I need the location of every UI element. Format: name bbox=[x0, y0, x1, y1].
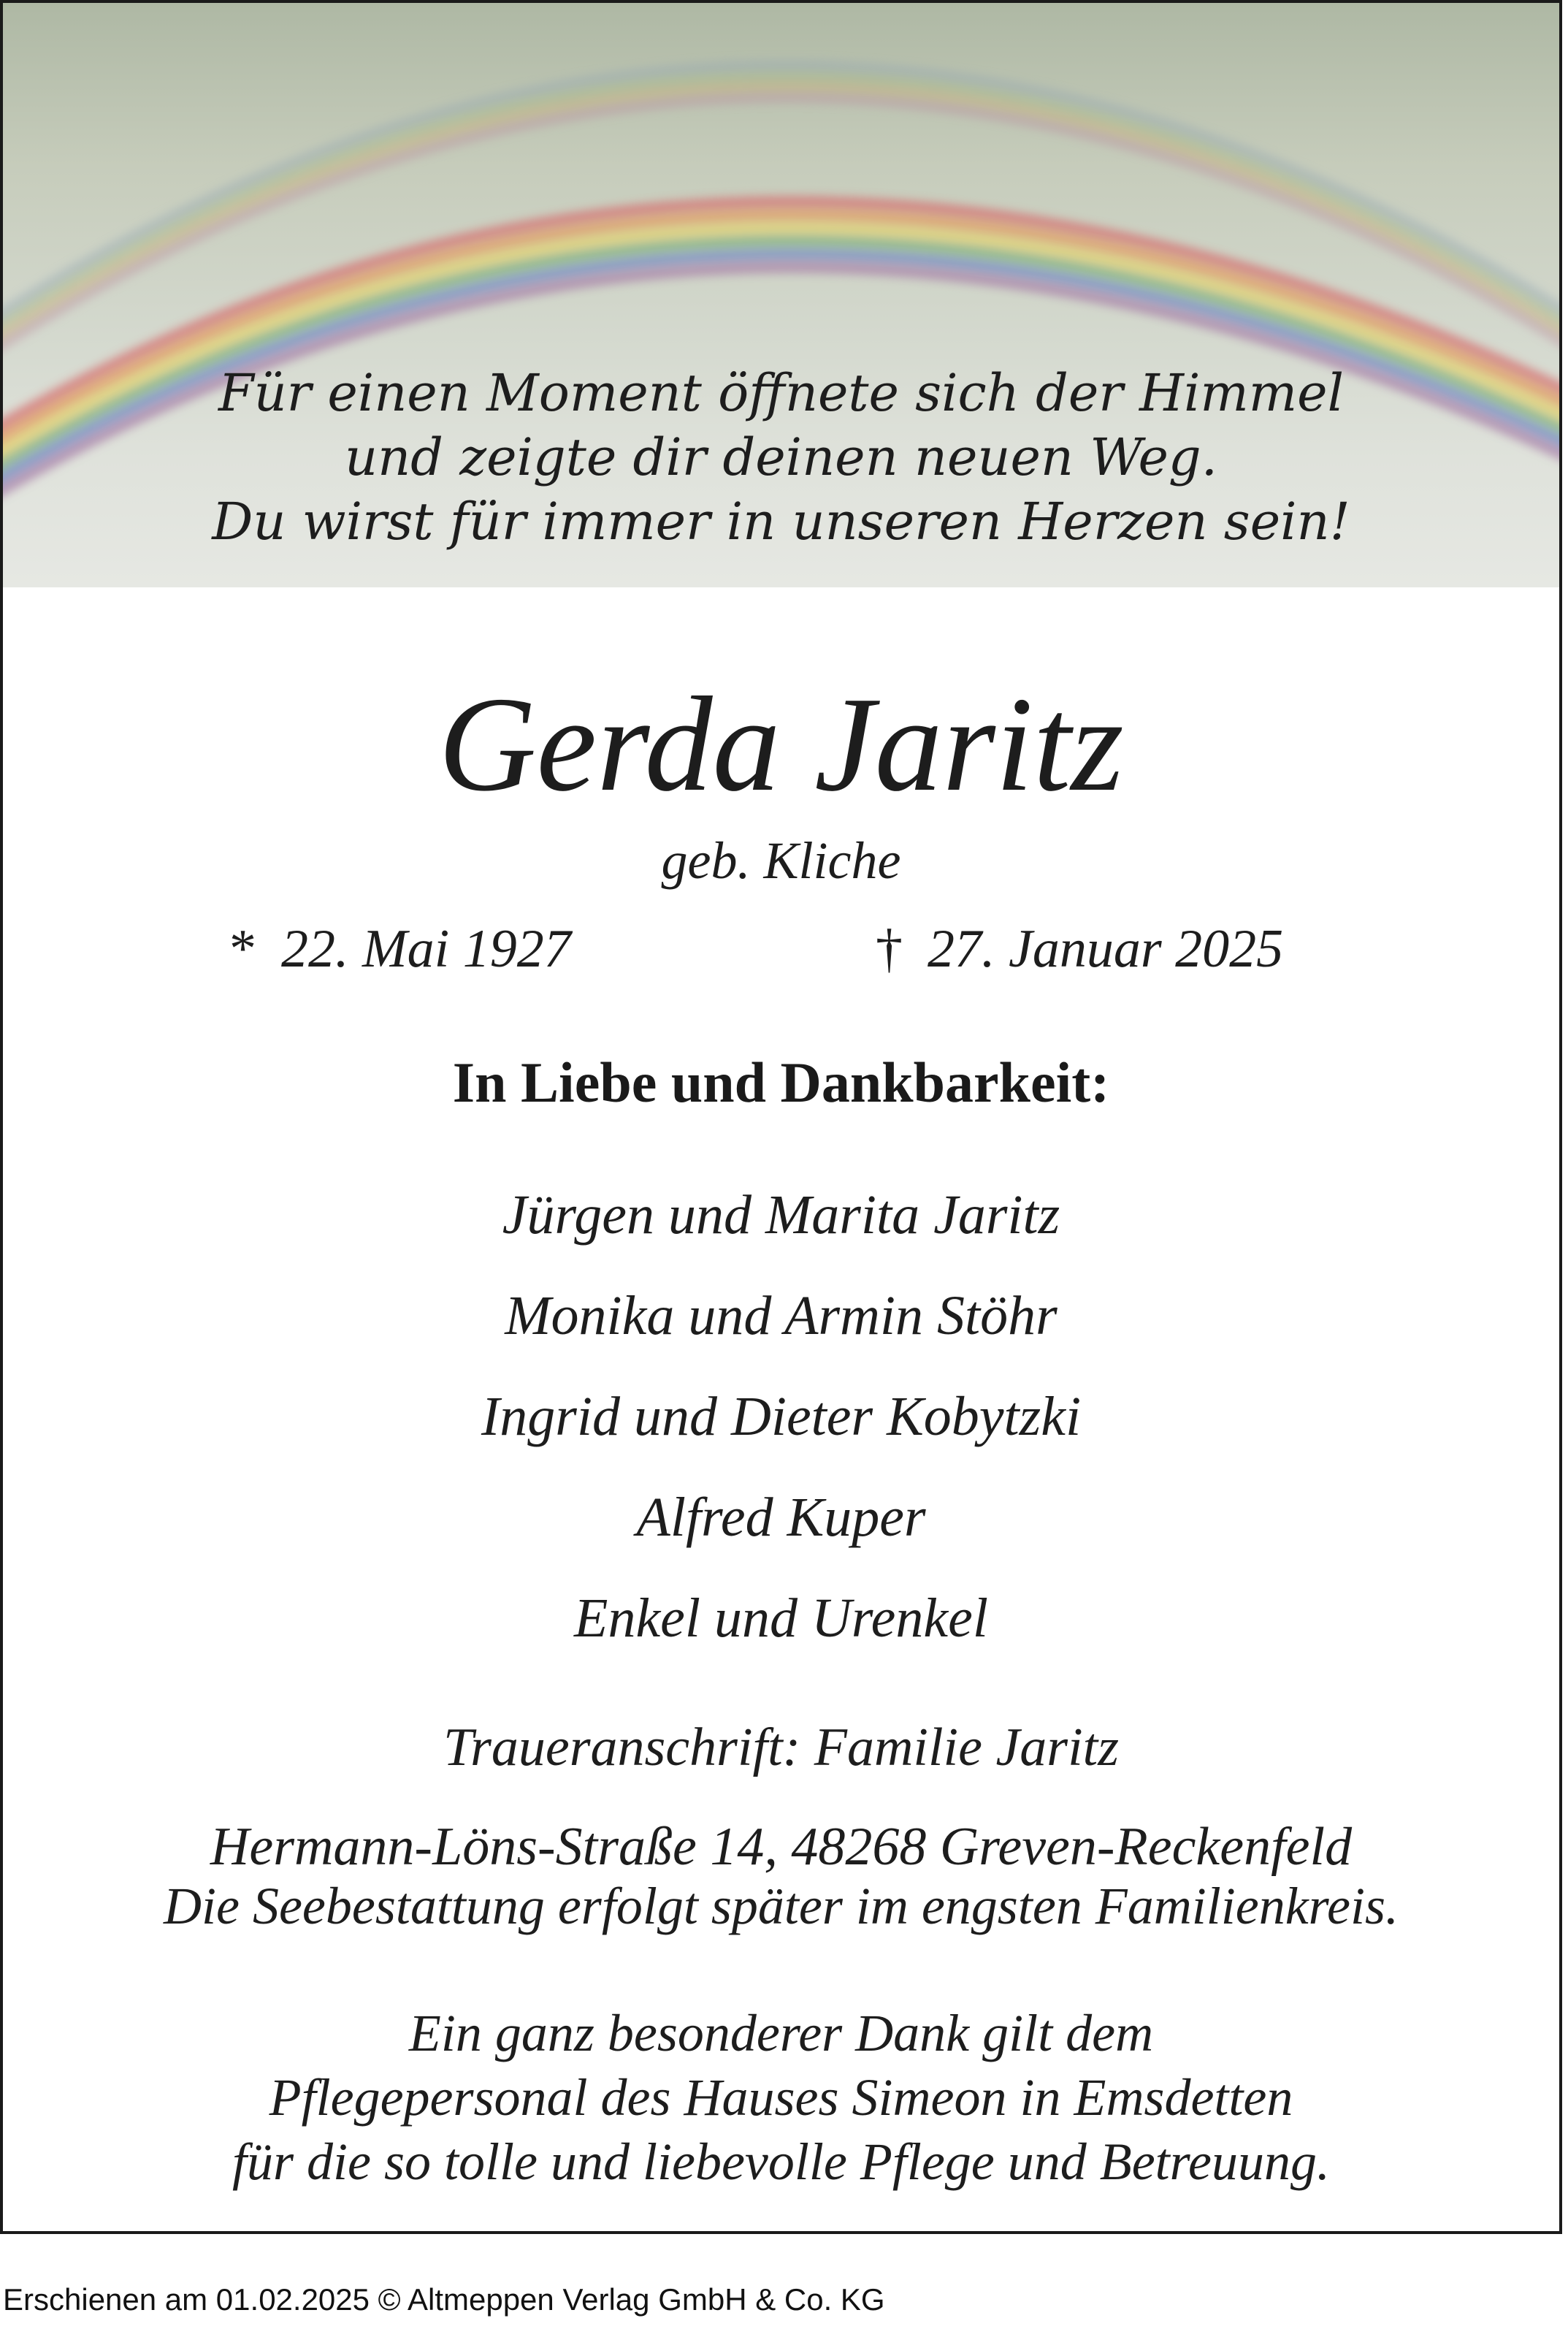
mourner-item: Jürgen und Marita Jaritz bbox=[502, 1184, 1060, 1246]
thanks-line: für die so tolle und liebevolle Pflege und Betreuung. bbox=[232, 2132, 1330, 2191]
burial-note: Die Seebestattung erfolgt später im engsten Familienkreis. bbox=[163, 1877, 1399, 1935]
motto-line: Du wirst für immer in unseren Herzen sein! bbox=[212, 492, 1350, 552]
death-date-row bbox=[876, 916, 1283, 982]
address-line-2: Hermann-Löns-Straße 14, 48268 Greven-Reckenfeld bbox=[210, 1817, 1353, 1877]
motto-line: und zeigte dir deinen neuen Weg. bbox=[345, 427, 1217, 487]
publication-footer: Erschienen am 01.02.2025 © Altmeppen Verlag GmbH & Co. KG bbox=[3, 2282, 885, 2317]
dedication-heading: In Liebe und Dankbarkeit: bbox=[452, 1051, 1110, 1114]
death-date: 27. Januar 2025 bbox=[928, 919, 1284, 979]
mourner-item: Ingrid und Dieter Kobytzki bbox=[481, 1386, 1082, 1447]
birth-date-row bbox=[229, 916, 571, 982]
mourners-list bbox=[3, 1164, 1559, 1669]
mourning-address bbox=[3, 1698, 1559, 1897]
thanks-line: Pflegepersonal des Hauses Simeon in Emsdetten bbox=[269, 2068, 1293, 2127]
mourner-item: Alfred Kuper bbox=[636, 1487, 926, 1548]
mourner-item: Enkel und Urenkel bbox=[574, 1587, 988, 1649]
rainbow-photo bbox=[3, 3, 1559, 587]
motto-line: Für einen Moment öffnete sich der Himmel bbox=[218, 363, 1344, 423]
birth-star-icon: * bbox=[229, 919, 256, 979]
death-cross-icon: † bbox=[876, 919, 903, 979]
maiden-name: geb. Kliche bbox=[661, 831, 901, 890]
mourner-item: Monika und Armin Stöhr bbox=[505, 1285, 1058, 1346]
address-line-1: Traueranschrift: Familie Jaritz bbox=[443, 1718, 1119, 1777]
deceased-name: Gerda Jaritz bbox=[438, 669, 1124, 820]
birth-date: 22. Mai 1927 bbox=[281, 919, 571, 979]
thanks-note bbox=[3, 2001, 1559, 2194]
thanks-line: Ein ganz besonderer Dank gilt dem bbox=[408, 2004, 1154, 2062]
motto bbox=[3, 361, 1559, 554]
